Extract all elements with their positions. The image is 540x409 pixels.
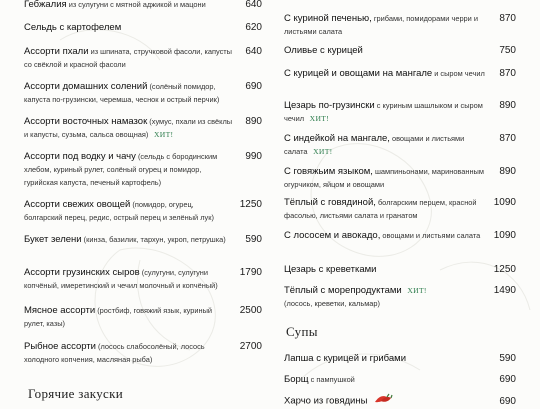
item-description: (солёный помидор, капуста по-грузински, черемша, чеснок и острый перчик) [24, 82, 220, 104]
menu-item[interactable] [24, 233, 262, 246]
item-name: Тёплый с говядиной, [284, 197, 376, 208]
item-name: С индейкой на мангале, [284, 133, 390, 144]
item-description: с пампушкой [308, 375, 355, 384]
item-description: грибами, помидорами черри и листьями салата [284, 14, 478, 36]
menu-item[interactable] [284, 99, 516, 125]
item-name: Оливье с курицей [284, 45, 363, 56]
item-name: Ассорти восточных намазок [24, 116, 148, 127]
menu-item[interactable] [284, 352, 516, 365]
item-price: 2700 [239, 341, 262, 352]
item-description: (сельдь с бородинским хлебом, куриный рулет, солёный огурец и помидор, гурийская капуста, печеный картофель) [24, 152, 218, 187]
item-name: Цезарь по-грузински [284, 100, 375, 111]
hit-badge: ХИТ! [313, 147, 333, 156]
item-price: 870 [499, 13, 516, 24]
menu-item[interactable] [24, 45, 262, 71]
item-name: Мясное ассорти [24, 305, 96, 316]
hit-badge: ХИТ! [309, 114, 329, 123]
item-name: С говяжьим языком, [284, 166, 373, 177]
item-description: с куриным шашлыком и сыром чечил [284, 101, 483, 123]
menu-item[interactable] [24, 266, 262, 292]
item-name: Лапша с курицей и грибами [284, 353, 407, 364]
item-price: 870 [499, 68, 516, 79]
item-description: (хумус, пхали из свёклы и капусты, сузьма, сальса овощная) [24, 117, 233, 139]
menu-item[interactable] [284, 132, 516, 158]
item-name: Борщ [284, 374, 309, 385]
item-description: овощами и листьями салата [284, 134, 465, 156]
item-name: Ассорти грузинских сыров [24, 267, 140, 278]
item-name: Гебжалия [24, 0, 67, 10]
item-price: 620 [245, 22, 262, 33]
item-price: 890 [499, 100, 516, 111]
menu-item[interactable] [284, 373, 516, 386]
menu-item[interactable] [24, 115, 262, 141]
item-price: 890 [499, 166, 516, 177]
item-price: 590 [245, 234, 262, 245]
item-price: 690 [245, 81, 262, 92]
menu-item[interactable] [24, 80, 262, 106]
item-name: Букет зелени [24, 234, 82, 245]
item-name: Сельдь с картофелем [24, 22, 122, 33]
item-name: Цезарь с креветками [284, 264, 377, 275]
item-price: 1250 [239, 199, 262, 210]
menu-item[interactable] [284, 229, 516, 242]
item-name: Ассорти пхали [24, 46, 89, 57]
item-name: Рыбное ассорти [24, 341, 96, 352]
item-name: Тёплый с морепродуктами [284, 285, 402, 296]
menu-item[interactable] [284, 393, 516, 409]
item-price: 750 [499, 45, 516, 56]
hit-badge: ХИТ! [154, 130, 174, 139]
item-price: 690 [499, 374, 516, 385]
item-name: Ассорти свежих овощей [24, 199, 131, 210]
item-price: 890 [245, 116, 262, 127]
menu-item[interactable] [284, 44, 516, 57]
item-price: 1090 [493, 197, 516, 208]
item-description: (лосось слабосолёный, лосось холодного копчения, масляная рыба) [24, 342, 205, 364]
menu-item[interactable] [284, 263, 516, 276]
item-price: 640 [245, 0, 262, 10]
item-description: овощами и листьями салата [380, 231, 481, 240]
item-price: 1250 [493, 264, 516, 275]
item-price: 590 [499, 353, 516, 364]
item-price: 690 [499, 395, 516, 407]
item-description: из шпината, стручковой фасоли, капусты со свёклой и красной фасоли [24, 47, 232, 69]
menu-item[interactable] [24, 340, 262, 366]
item-price: 1490 [493, 285, 516, 296]
menu-item[interactable] [24, 0, 262, 11]
item-name: Ассорти домашних солений [24, 81, 148, 92]
item-name: С лососем и авокадо, [284, 230, 381, 241]
item-description: из сулугуни с мятной аджикой и мацони [66, 0, 206, 9]
hit-badge: ХИТ! [407, 286, 427, 295]
item-name: С курицей и овощами на мангале [284, 68, 433, 79]
chili-pepper-icon [373, 393, 393, 409]
menu-item[interactable] [24, 21, 262, 34]
section-title-soups: Супы [286, 324, 318, 339]
item-description: (кинза, базилик, тархун, укроп, петрушка) [81, 235, 226, 244]
menu-item[interactable] [24, 304, 262, 330]
menu-item[interactable] [284, 12, 516, 38]
item-price: 1790 [239, 267, 262, 278]
menu-item[interactable] [284, 196, 516, 222]
menu-item[interactable] [284, 284, 516, 310]
item-description: шампиньонами, маринованным огурчиком, яйцом и овощами [284, 167, 484, 189]
menu-item[interactable] [24, 198, 262, 224]
item-description: (помидор, огурец, болгарский перец, редис, острый перец и зелёный лук) [24, 200, 214, 222]
item-name: Харчо из говядины [284, 395, 368, 407]
item-name: С куриной печенью, [284, 13, 372, 24]
item-description: (сулугуни, сулугуни копчёный, имеретинский и чечил молочный и копчёный) [24, 268, 218, 290]
item-description: (лосось, креветки, кальмар) [284, 299, 380, 308]
item-price: 870 [499, 133, 516, 144]
item-price: 1090 [493, 230, 516, 241]
item-description: (ростбиф, говяжий язык, куриный рулет, казы) [24, 306, 213, 328]
section-title-hot-appetizers: Горячие закуски [28, 386, 123, 401]
item-price: 640 [245, 46, 262, 57]
item-price: 2500 [239, 305, 262, 316]
menu-item[interactable] [284, 67, 516, 80]
item-description: и сыром чечил [432, 69, 485, 78]
item-description: болгарским перцем, красной фасолью, листьями салата и гранатом [284, 198, 477, 220]
item-price: 990 [245, 151, 262, 162]
menu-item[interactable] [284, 165, 516, 191]
menu-item[interactable] [24, 150, 262, 189]
item-name: Ассорти под водку и чачу [24, 151, 136, 162]
